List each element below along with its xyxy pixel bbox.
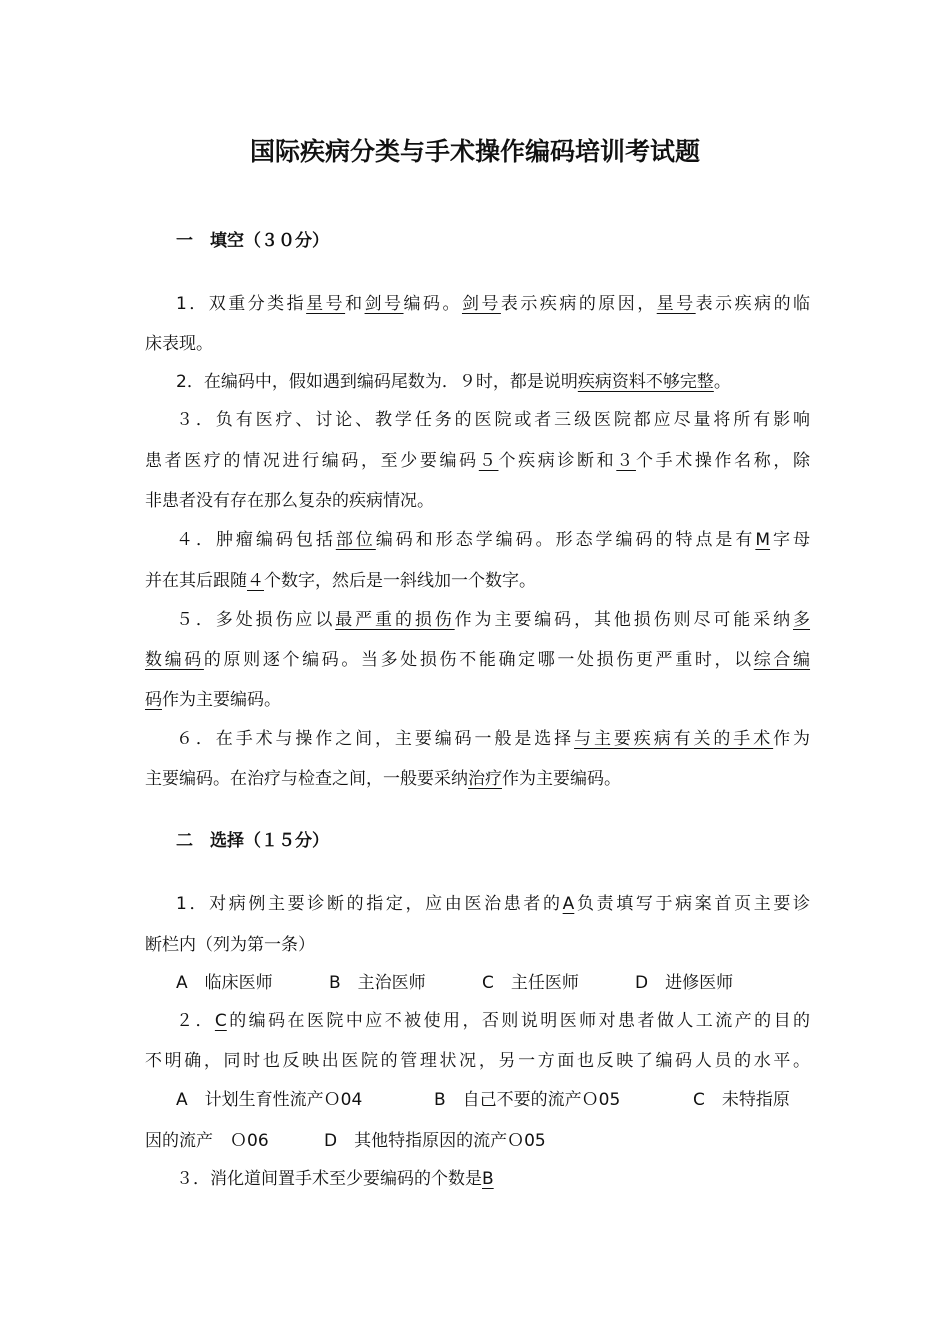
answer-blank: 剑号 xyxy=(461,294,501,314)
question-6-line-1 xyxy=(176,724,810,749)
text: 表示疾病的临 xyxy=(695,294,811,314)
answer-blank: 码 xyxy=(145,690,162,710)
text: 的原则逐个编码。当多处损伤不能确定哪一处损伤更严重时，以 xyxy=(203,650,754,670)
text: 和 xyxy=(345,294,365,314)
choice-1-option-a: A 临床医师 xyxy=(176,973,273,993)
text: 作为主要编码。 xyxy=(162,690,281,710)
text: 的编码在医院中应不被使用，否则说明医师对患者做人工流产的目的 xyxy=(226,1011,811,1031)
text: 作为 xyxy=(773,729,811,749)
choice-1-option-b: B 主治医师 xyxy=(329,973,426,993)
question-4-line-2 xyxy=(145,566,810,591)
question-3-line-2 xyxy=(145,446,810,471)
page-title: 国际疾病分类与手术操作编码培训考试题 xyxy=(249,137,700,166)
answer-blank: 星号 xyxy=(306,294,346,314)
question-1-line-2: 床表现。 xyxy=(145,334,213,354)
text: 个疾病诊断和 xyxy=(498,451,617,471)
answer-blank: 综合编 xyxy=(753,650,811,670)
choice-2-option-a: A 计划生育性流产Ｏ04 xyxy=(176,1090,363,1110)
answer-blank: C xyxy=(214,1011,227,1031)
text: 负责填写于病案首页主要诊 xyxy=(574,894,810,914)
text: ４．肿瘤编码包括 xyxy=(176,530,336,550)
text: 主要编码。在治疗与检查之间，一般要采纳 xyxy=(145,769,468,789)
question-2-line-1 xyxy=(176,367,810,392)
choice-2-option-b: B 自己不要的流产Ｏ05 xyxy=(434,1090,621,1110)
answer-blank: 部位 xyxy=(335,530,376,550)
text: 2．在编码中，假如遇到编码尾数为．９时，都是说明 xyxy=(176,372,578,392)
text: 字母 xyxy=(770,530,811,550)
answer-blank: ３ xyxy=(616,451,636,471)
answer-blank: B xyxy=(482,1169,494,1189)
choice-1-line-2: 断栏内（列为第一条） xyxy=(145,935,315,955)
text: ６．在手术与操作之间，主要编码一般是选择 xyxy=(176,729,575,749)
text: 个数字，然后是一斜线加一个数字。 xyxy=(264,571,536,591)
question-4-line-1 xyxy=(176,525,810,550)
question-3-line-1: ３．负有医疗、讨论、教学任务的医院或者三级医院都应尽量将所有影响 xyxy=(176,410,810,430)
text: ２． xyxy=(176,1011,215,1031)
answer-blank: 数编码 xyxy=(145,650,204,670)
text: 编码和形态学编码。形态学编码的特点是有 xyxy=(375,530,756,550)
text: 作为主要编码。 xyxy=(502,769,621,789)
answer-blank: A xyxy=(562,894,575,914)
answer-blank: 最严重的损伤 xyxy=(335,610,455,630)
text: 作为主要编码，其他损伤则尽可能采纳 xyxy=(454,610,794,630)
text: 表示疾病的原因， xyxy=(500,294,657,314)
choice-2-option-d: D 其他特指原因的流产Ｏ05 xyxy=(324,1131,546,1151)
text: 1．双重分类指 xyxy=(176,294,307,314)
answer-blank: 治疗 xyxy=(468,769,502,789)
question-6-line-2 xyxy=(145,764,810,789)
section-heading-choice: 二 选择（１５分） xyxy=(176,831,329,851)
choice-1-line-1 xyxy=(176,889,810,914)
answer-blank: 剑号 xyxy=(364,294,404,314)
answer-blank: 星号 xyxy=(656,294,696,314)
question-5-line-3 xyxy=(145,685,810,710)
choice-1-option-c: C 主任医师 xyxy=(482,973,579,993)
question-5-line-2 xyxy=(145,645,810,670)
answer-blank: ５ xyxy=(478,451,499,471)
text: ５．多处损伤应以 xyxy=(176,610,336,630)
choice-2-option-c: C 未特指原 xyxy=(693,1090,790,1110)
question-5-line-1 xyxy=(176,605,810,630)
answer-blank: 与主要疾病有关的手术 xyxy=(574,729,774,749)
choice-3-line-1 xyxy=(176,1164,810,1189)
answer-blank: 多 xyxy=(793,610,811,630)
text: 并在其后跟随 xyxy=(145,571,247,591)
choice-2-line-1 xyxy=(176,1006,810,1031)
text: 。 xyxy=(713,372,731,392)
choice-2-option-c-cont: 因的流产 Ｏ06 xyxy=(145,1131,269,1151)
choice-2-line-2: 不明确，同时也反映出医院的管理状况，另一方面也反映了编码人员的水平。 xyxy=(145,1051,810,1071)
question-3-line-3: 非患者没有存在那么复杂的疾病情况。 xyxy=(145,491,434,511)
text: 患者医疗的情况进行编码，至少要编码 xyxy=(145,451,479,471)
section-heading-fill-in: 一 填空（３０分） xyxy=(176,231,329,251)
answer-blank: ４ xyxy=(247,571,264,591)
question-1-line-1 xyxy=(176,289,810,314)
text: 个手术操作名称，除 xyxy=(635,451,811,471)
answer-blank: M xyxy=(755,530,771,550)
text: 1．对病例主要诊断的指定，应由医治患者的 xyxy=(176,894,563,914)
text: 编码。 xyxy=(403,294,462,314)
text: ３．消化道间置手术至少要编码的个数是 xyxy=(176,1169,482,1189)
choice-1-option-d: D 进修医师 xyxy=(635,973,734,993)
answer-blank: 疾病资料不够完整 xyxy=(577,372,714,392)
